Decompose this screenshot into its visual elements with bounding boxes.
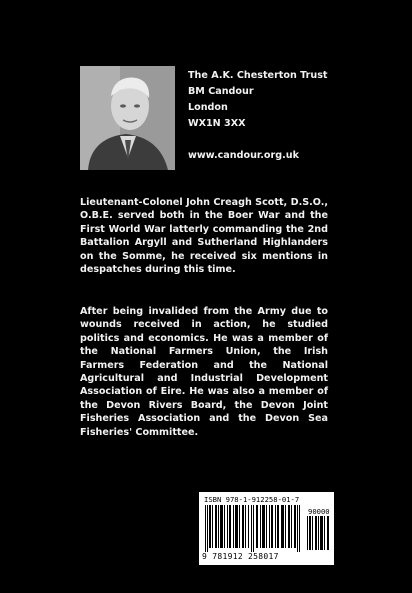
bio-paragraph-civilian: After being invalided from the Army due to wounds received in action, he studied politics and economics. He was a member of the National Farmers Union, the Irish Farmers Federation and the National Agricultural and Industrial Development Association of Eire. He was also a member of the Devon Rivers Board, the Devon Joint Fisheries Association and the Devon Sea Fisheries' Committee. [80, 306, 328, 438]
trust-address [188, 68, 328, 132]
isbn-barcode [199, 492, 334, 565]
address-line-city: London [188, 102, 228, 113]
author-portrait-photo [80, 66, 175, 170]
address-line-postcode: WX1N 3XX [188, 118, 246, 129]
price-barcode-icon [307, 516, 331, 550]
isbn-number: ISBN 978-1-912258-01-7 [204, 495, 300, 504]
price-code: 90000 [308, 507, 330, 516]
ean-barcode-icon [205, 505, 303, 552]
trust-name: The A.K. Chesterton Trust [188, 70, 328, 81]
website-link: www.candour.org.uk [188, 150, 299, 161]
ean-digits: 9 781912 258017 [202, 552, 279, 561]
address-line-mailbox: BM Candour [188, 86, 254, 97]
bio-paragraph-military: Lieutenant-Colonel John Creagh Scott, D.S.O., O.B.E. served both in the Boer War and the First World War latterly commanding the 2nd Battalion Argyll and Sutherland Highlanders on the Somme, he received six mentions in despatches during this time. [80, 197, 328, 276]
